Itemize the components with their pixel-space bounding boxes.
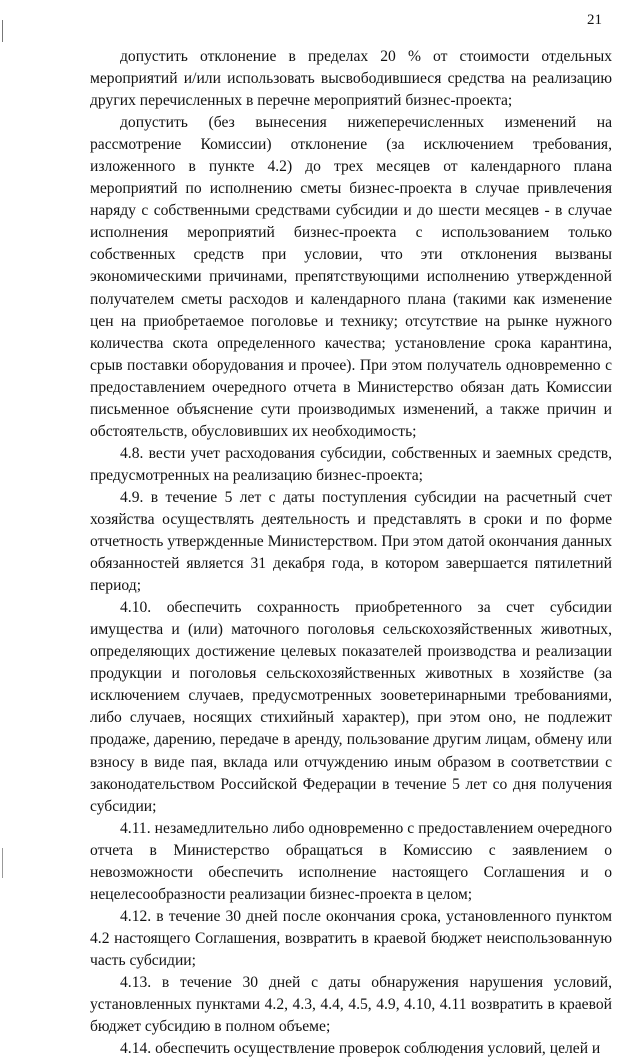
scan-margin-mark xyxy=(2,848,3,878)
body-text xyxy=(90,46,612,1060)
paragraph: допустить отклонение в пределах 20 % от стоимости отдельных мероприятий и/или использовать высвободившиеся средства на реализацию других перечисленных в перечне мероприятий бизнес-проекта; xyxy=(90,48,612,110)
paragraph-4-12: 4.12. в течение 30 дней после окончания срока, установленного пунктом 4.2 настоящего Соглашения, возвратить в краевой бюджет неиспользованную часть субсидии; xyxy=(90,907,612,969)
paragraph-4-8: 4.8. вести учет расходования субсидии, собственных и заемных средств, предусмотренных на реализацию бизнес-проекта; xyxy=(90,444,612,484)
page-number: 21 xyxy=(587,12,602,28)
scan-margin-mark xyxy=(2,20,3,42)
paragraph-4-10: 4.10. обеспечить сохранность приобретенного за счет субсидии имущества и (или) маточного поголовья сельскохозяйственных животных, определяющих достижение целевых показателей производства и реализации продукции и поголовья сельскохозяйственных животных в хозяйстве (за исключением случаев, предусмотренных зооветеринарными требованиями, либо случаев, носящих стихийный характер), при этом оно, не подлежит продаже, дарению, передаче в аренду, пользование другим лицам, обмену или взносу в виде пая, вклада или отчуждению иным образом в соответствии с законодательством Российской Федерации в течение 5 лет со дня получения субсидии; xyxy=(90,599,612,815)
paragraph: допустить (без вынесения нижеперечисленных изменений на рассмотрение Комиссии) отклонение (за исключением требования, изложенного в пункте 4.2) до трех месяцев от календарного плана мероприятий по исполнению сметы бизнес-проекта в случае привлечения наряду с собственными средствами субсидии и до шести месяцев - в случае исполнения мероприятий бизнес-проекта с использованием только собственных средств при условии, что эти отклонения вызваны экономическими причинами, препятствующими исполнению утвержденной получателем сметы расходов и календарного плана (такими как изменение цен на приобретаемое поголовье и технику; отсутствие на рынке нужного количества скота определенного качества; установление срока карантина, срыв поставки оборудования и прочее). При этом получатель одновременно с предоставлением очередного отчета в Министерство обязан дать Комиссии письменное объяснение сути производимых изменений, а также причин и обстоятельств, обусловивших их необходимость; xyxy=(90,114,612,440)
paragraph-4-13: 4.13. в течение 30 дней с даты обнаружения нарушения условий, установленных пунктами 4.2, 4.3, 4.4, 4.5, 4.9, 4.10, 4.11 возвратить в краевой бюджет субсидию в полном объеме; xyxy=(90,973,612,1036)
paragraph-4-14: 4.14. обеспечить осуществление проверок соблюдения условий, целей и xyxy=(120,1040,601,1058)
paragraph-4-11: 4.11. незамедлительно либо одновременно с предоставлением очередного отчета в Министерство обращаться в Комиссию с заявлением о невозможности обеспечить исполнение настоящего Соглашения и о нецелесообразности реализации бизнес-проекта в целом; xyxy=(90,819,612,903)
paragraph-4-9: 4.9. в течение 5 лет с даты поступления субсидии на расчетный счет хозяйства осуществлять деятельность и представлять в сроки и по форме отчетность утвержденные Министерством. При этом датой окончания данных обязанностей является 31 декабря года, в котором завершается пятилетний период; xyxy=(90,488,612,595)
